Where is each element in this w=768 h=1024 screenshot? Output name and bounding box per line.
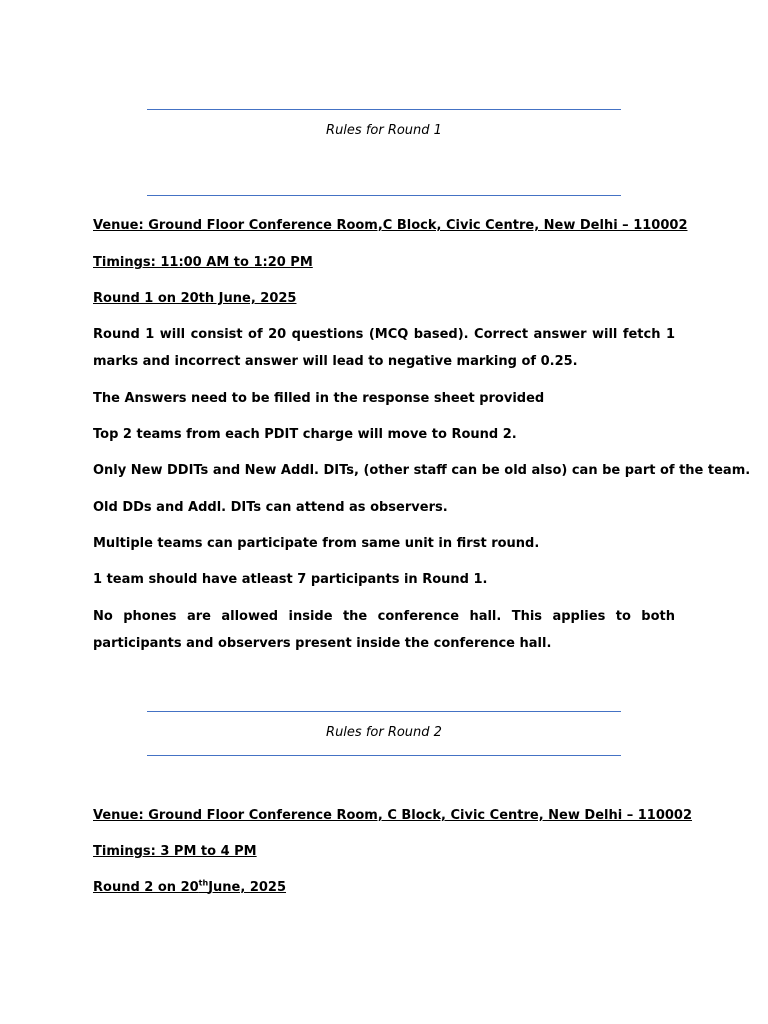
divider-round1-bottom <box>147 195 621 196</box>
round1-rule-observers: Old DDs and Addl. DITs can attend as observers. <box>93 500 448 515</box>
round1-date: Round 1 on 20th June, 2025 <box>93 291 297 306</box>
round2-venue: Venue: Ground Floor Conference Room, C Block, Civic Centre, New Delhi – 110002 <box>93 808 693 823</box>
round1-rule-team-eligibility: Only New DDITs and New Addl. DITs, (other staff can be old also) can be part of the team. <box>93 463 751 478</box>
round1-venue: Venue: Ground Floor Conference Room,C Block, Civic Centre, New Delhi – 110002 <box>93 218 688 233</box>
round2-date <box>93 879 286 897</box>
round2-timings: Timings: 3 PM to 4 PM <box>93 844 257 859</box>
round2-date-prefix: Round 2 on 20 <box>93 880 199 895</box>
round1-timings: Timings: 11:00 AM to 1:20 PM <box>93 255 313 270</box>
divider-round2-top <box>147 711 621 712</box>
round1-rule-multiple-teams: Multiple teams can participate from same unit in first round. <box>93 536 540 551</box>
round2-date-suffix: June, 2025 <box>208 880 287 895</box>
round1-heading: Rules for Round 1 <box>326 123 442 138</box>
round1-rule-no-phones: No phones are allowed inside the conference hall. This applies to both participants and observers present inside the conference hall. <box>93 609 675 651</box>
round2-date-ordinal: th <box>198 878 209 888</box>
round1-rule-response-sheet: The Answers need to be filled in the response sheet provided <box>93 391 545 406</box>
round2-heading: Rules for Round 2 <box>326 725 442 740</box>
round1-rule-top-teams: Top 2 teams from each PDIT charge will move to Round 2. <box>93 427 517 442</box>
round1-rule-min-participants: 1 team should have atleast 7 participants in Round 1. <box>93 572 488 587</box>
divider-round2-bottom <box>147 755 621 756</box>
divider-round1-top <box>147 109 621 110</box>
round1-rule-scoring: Round 1 will consist of 20 questions (MCQ based). Correct answer will fetch 1 marks and incorrect answer will lead to negative marking of 0.25. <box>93 327 675 369</box>
